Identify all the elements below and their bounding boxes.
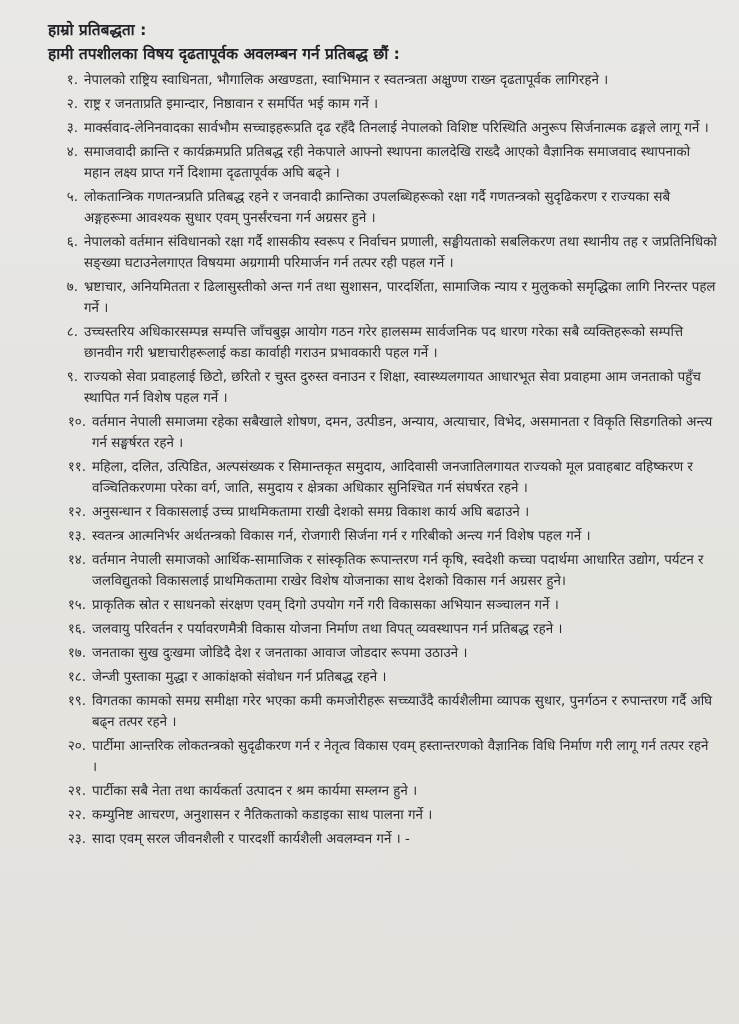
commitment-text: नेपालको राष्ट्रिय स्वाधिनता, भौगालिक अखण्डता, स्वाभिमान र स्वतन्त्रता अक्षुण्ण राख्न दृढतापूर्वक लागिरहने । [84, 73, 609, 88]
commitment-text: महिला, दलित, उत्पिडित, अल्पसंख्यक र सिमान्तकृत समुदाय, आदिवासी जनजातिलगायत राज्यको मूल प्रवाहबाट वहिष्करण र वञ्चितिकरणमा परेका वर्ग, जाति, समुदाय र क्षेत्रका अधिकार सुनिश्चित गर्न संघर्षरत रहने । [92, 460, 693, 496]
commitment-number: १५. [67, 598, 86, 613]
commitment-number: ६. [66, 235, 78, 250]
commitment-number: ३. [66, 121, 78, 136]
commitment-item [48, 142, 717, 184]
commitment-text: राष्ट्र र जनताप्रति इमान्दार, निष्ठावान र समर्पित भई काम गर्ने । [84, 97, 379, 112]
commitment-item [48, 736, 717, 778]
commitment-item [48, 457, 717, 499]
commitment-text: लोकतान्त्रिक गणतन्त्रप्रति प्रतिबद्ध रहने र जनवादी क्रान्तिका उपलब्धिहरूको रक्षा गर्दै गणतन्त्रको सुदृढिकरण र राज्यका सबै अङ्गहरूमा आवश्यक सुधार एवम् पुनर्संरचना गर्न अग्रसर हुने । [84, 190, 671, 226]
commitment-text: जेन्जी पुस्ताका मुद्धा र आकांक्षको संवोधन गर्न प्रतिबद्ध रहने । [92, 670, 387, 685]
commitment-number: १४. [67, 553, 86, 568]
commitment-text: समाजवादी क्रान्ति र कार्यक्रमप्रति प्रतिबद्ध रही नेकपाले आफ्नो स्थापना कालदेखि राख्दै आएको वैज्ञानिक समाजवाद स्थापनाको महान लक्ष्य प्राप्त गर्ने दिशामा दृढतापूर्वक अघि बढ्ने । [84, 145, 691, 181]
commitment-number: २१. [67, 784, 86, 799]
page-subheading: हामी तपशीलका विषय दृढतापूर्वक अवलम्बन गर्न प्रतिबद्ध छौं : [48, 45, 400, 63]
commitment-number: १८. [67, 670, 86, 685]
commitment-text: जनताका सुख दुःखमा जोडिदै देश र जनताका आवाज जोडदार रूपमा उठाउने । [92, 646, 468, 661]
commitment-item [48, 781, 717, 802]
commitment-number: ५. [66, 190, 78, 205]
commitment-number: २०. [67, 739, 86, 754]
commitment-list [48, 70, 717, 850]
commitment-text: भ्रष्टाचार, अनियमितता र ढिलासुस्तीको अन्त गर्न तथा सुशासन, पारदर्शिता, सामाजिक न्याय र मुलुकको समृद्धिका लागि निरन्तर पहल गर्ने । [84, 280, 716, 316]
commitment-text: राज्यको सेवा प्रवाहलाई छिटो, छरितो र चुस्त दुरुस्त वनाउन र शिक्षा, स्वास्थ्यलगायत आधारभूत सेवा प्रवाहमा आम जनताको पहुँच स्थापित गर्न विशेष पहल गर्ने । [84, 370, 701, 406]
commitment-number: १७. [67, 646, 86, 661]
commitment-item [48, 829, 717, 850]
commitment-text: जलवायु परिवर्तन र पर्यावरणमैत्री विकास योजना निर्माण तथा विपत् व्यवस्थापन गर्न प्रतिबद्ध रहने । [92, 622, 563, 637]
commitment-item [48, 412, 717, 454]
commitment-number: ४. [66, 145, 78, 160]
commitment-number: ९. [66, 370, 78, 385]
commitment-number: १. [66, 73, 78, 88]
commitment-number: ७. [66, 280, 78, 295]
commitment-item [48, 667, 717, 688]
commitment-item [48, 619, 717, 640]
commitment-item [48, 322, 717, 364]
commitment-item [48, 526, 717, 547]
commitment-item [48, 595, 717, 616]
commitment-text: विगतका कामको समग्र समीक्षा गरेर भएका कमी कमजोरीहरू सच्च्याउँदै कार्यशैलीमा व्यापक सुधार, पुनर्गठन र रुपान्तरण गर्दै अघि बढ्न तत्पर रहने । [92, 694, 713, 730]
commitment-item [48, 691, 717, 733]
commitment-item [48, 187, 717, 229]
commitment-number: १३. [67, 529, 86, 544]
commitment-number: १०. [67, 415, 86, 430]
commitment-text: नेपालको वर्तमान संविधानको रक्षा गर्दै शासकीय स्वरूप र निर्वाचन प्रणाली, सङ्घीयताको सबलिकरण तथा स्थानीय तह र जप्रतिनिधिको सङ्ख्या घटाउनेलगाएत विषयमा अग्रगामी परिमार्जन गर्न तत्पर रही पहल गर्ने । [84, 235, 717, 271]
commitment-item [48, 94, 717, 115]
commitment-text: स्वतन्त्र आत्मनिर्भर अर्थतन्त्रको विकास गर्न, रोजगारी सिर्जना गर्न र गरिबीको अन्त्य गर्न विशेष पहल गर्ने । [92, 529, 591, 544]
commitment-number: २. [66, 97, 78, 112]
commitment-item [48, 643, 717, 664]
commitment-text: वर्तमान नेपाली समाजको आर्थिक-सामाजिक र सांस्कृतिक रूपान्तरण गर्न कृषि, स्वदेशी कच्चा पदार्थमा आधारित उद्योग, पर्यटन र जलविद्युतको विकासलाई प्राथमिकतामा राखेर विशेष योजनाका साथ देशको विकास गर्न अग्रसर हुने। [92, 553, 704, 589]
commitment-number: ८. [66, 325, 78, 340]
commitment-text: उच्चस्तरिय अधिकारसम्पन्न सम्पत्ति जाँचबुझ आयोग गठन गरेर हालसम्म सार्वजनिक पद धारण गरेका सबै व्यक्तिहरूको सम्पत्ति छानवीन गरी भ्रष्टाचारीहरूलाई कडा कार्वाही गराउन प्रभावकारी पहल गर्ने । [84, 325, 684, 361]
commitment-text: कम्युनिष्ट आचरण, अनुशासन र नैतिकताको कडाइका साथ पालना गर्ने । [92, 808, 433, 823]
commitment-text: वर्तमान नेपाली समाजमा रहेका सबैखाले शोषण, दमन, उत्पीडन, अन्याय, अत्याचार, विभेद, असमानता र विकृति सिडगतिको अन्त्य गर्न सङ्घर्षरत रहने । [92, 415, 713, 451]
commitment-text: पार्टीका सबै नेता तथा कार्यकर्ता उत्पादन र श्रम कार्यमा सम्लग्न हुने । [92, 784, 418, 799]
page-heading: हाम्रो प्रतिबद्धता : [48, 21, 147, 39]
commitment-text: अनुसन्धान र विकासलाई उच्च प्राथमिकतामा राखी देशको समग्र विकाश कार्य अघि बढाउने । [92, 505, 530, 520]
commitment-number: २३. [67, 832, 86, 847]
commitment-text: प्राकृतिक स्रोत र साधनको संरक्षण एवम् दिगो उपयोग गर्ने गरी विकासका अभियान सञ्चालन गर्ने । [92, 598, 559, 613]
commitment-text: सादा एवम् सरल जीवनशैली र पारदर्शी कार्यशैली अवलम्वन गर्ने । - [92, 832, 410, 847]
commitment-text: मार्क्सवाद-लेनिनवादका सार्वभौम सच्चाइहरूप्रति दृढ रहँदै तिनलाई नेपालको विशिष्ट परिस्थिति अनुरूप सिर्जनात्मक ढङ्गले लागू गर्ने । [84, 121, 709, 136]
commitment-item [48, 367, 717, 409]
commitment-text: पार्टीमा आन्तरिक लोकतन्त्रको सुदृढीकरण गर्न र नेतृत्व विकास एवम् हस्तान्तरणको वैज्ञानिक विधि निर्माण गरी लागू गर्न तत्पर रहने । [92, 739, 709, 775]
commitment-number: १६. [67, 622, 86, 637]
commitment-number: २२. [67, 808, 86, 823]
commitment-number: १९. [67, 694, 86, 709]
commitment-number: ११. [67, 460, 86, 475]
commitment-item [48, 502, 717, 523]
commitment-item [48, 805, 717, 826]
commitment-number: १२. [67, 505, 86, 520]
commitment-item [48, 118, 717, 139]
commitment-item [48, 550, 717, 592]
commitment-item [48, 277, 717, 319]
commitment-item [48, 232, 717, 274]
commitment-item [48, 70, 717, 91]
